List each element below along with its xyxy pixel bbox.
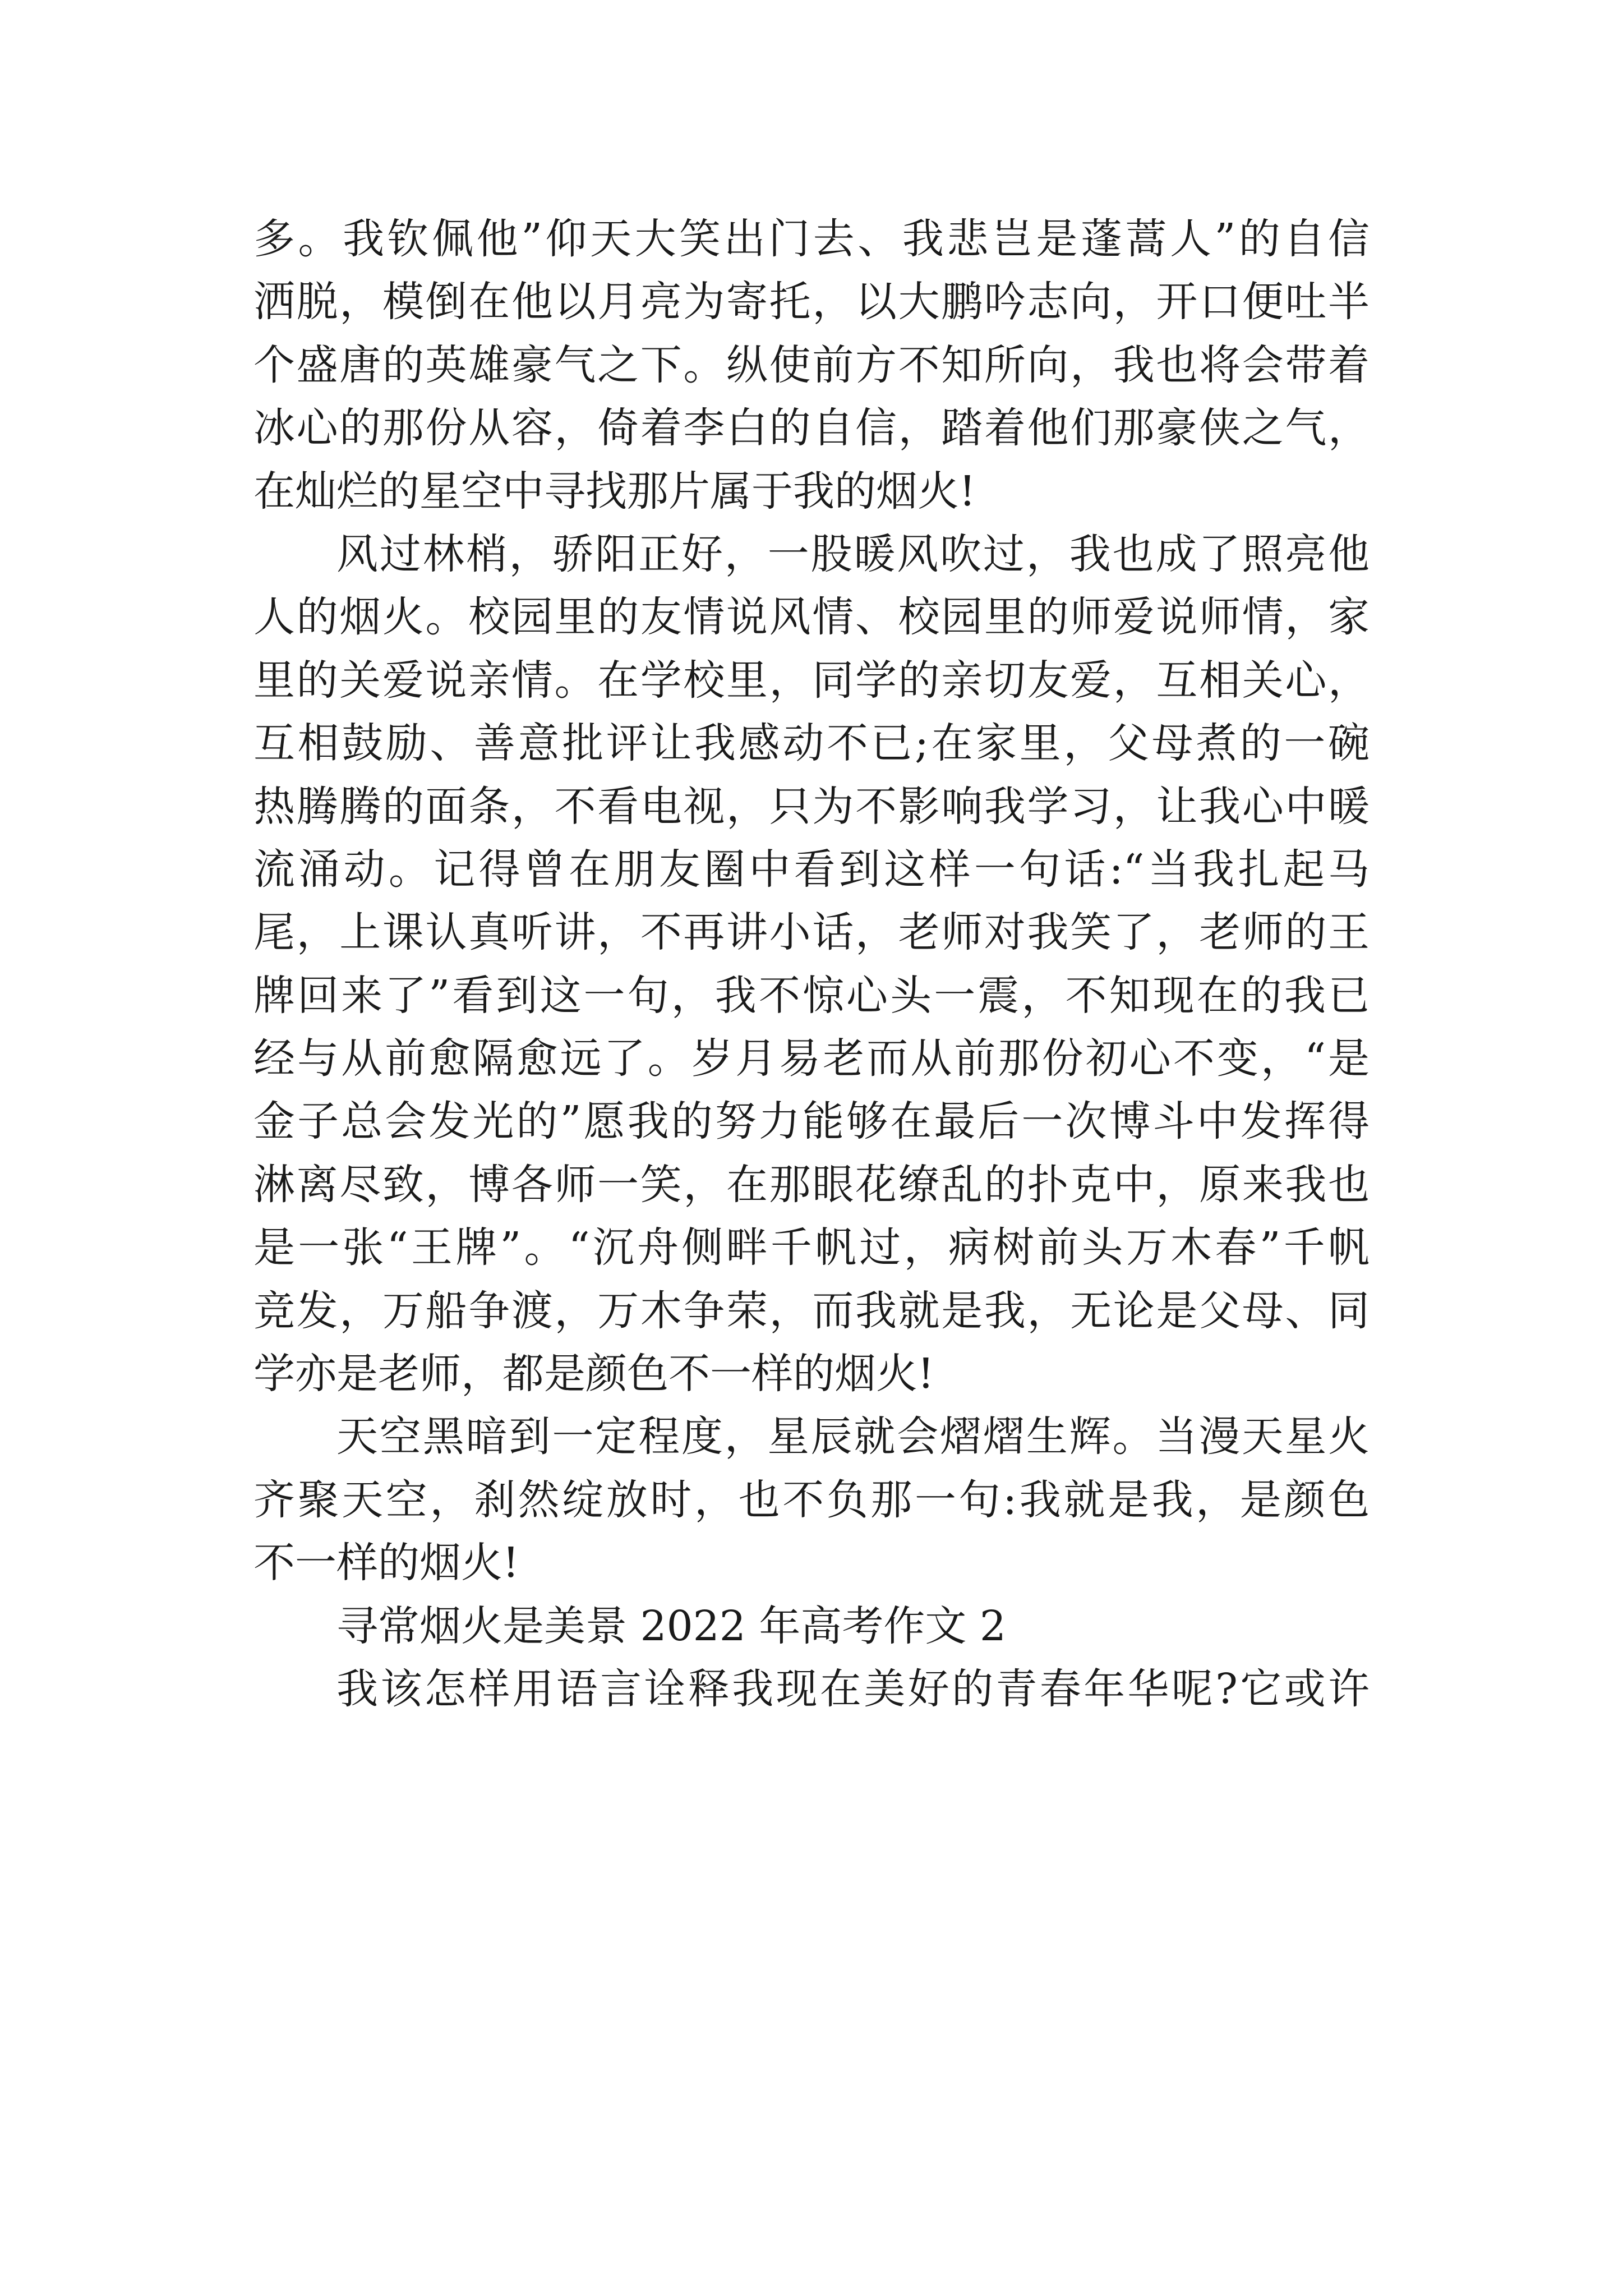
- text-line: 尾，上课认真听讲，不再讲小话，老师对我笑了，老师的王: [253, 908, 1370, 957]
- essay-body: [253, 208, 1370, 1720]
- text-line: 金子总会发光的”愿我的努力能够在最后一次博斗中发挥得: [253, 1097, 1370, 1146]
- text-line: 经与从前愈隔愈远了。岁月易老而从前那份初心不变，“是: [253, 1034, 1370, 1083]
- text-line: 洒脱，模倒在他以月亮为寄托，以大鹏吟志向，开口便吐半: [253, 278, 1370, 326]
- text-line: 热腾腾的面条，不看电视，只为不影响我学习，让我心中暖: [253, 782, 1370, 831]
- text-line: 是一张“王牌”。“沉舟侧畔千帆过，病树前头万木春”千帆: [253, 1223, 1370, 1272]
- text-line: 寻常烟火是美景 2022 年高考作文 2: [336, 1602, 1006, 1650]
- text-line: 天空黑暗到一定程度，星辰就会熠熠生辉。当漫天星火: [336, 1412, 1370, 1461]
- text-line: 互相鼓励、善意批评让我感动不已;在家里，父母煮的一碗: [253, 719, 1370, 768]
- text-line: 我该怎样用语言诠释我现在美好的青春年华呢?它或许: [336, 1664, 1370, 1713]
- text-line: 淋离尽致，博各师一笑，在那眼花缭乱的扑克中，原来我也: [253, 1160, 1370, 1209]
- text-line: 风过林梢，骄阳正好，一股暖风吹过，我也成了照亮他: [336, 530, 1370, 578]
- text-line: 齐聚天空，刹然绽放时，也不负那一句:我就是我，是颜色: [253, 1475, 1370, 1524]
- text-line: 牌回来了”看到这一句，我不惊心头一震，不知现在的我已: [253, 971, 1370, 1020]
- text-line: 竞发，万船争渡，万木争荣，而我就是我，无论是父母、同: [253, 1286, 1370, 1335]
- text-line: 在灿烂的星空中寻找那片属于我的烟火!: [253, 467, 976, 516]
- text-line: 个盛唐的英雄豪气之下。纵使前方不知所向，我也将会带着: [253, 341, 1370, 389]
- text-line: 多。我钦佩他”仰天大笑出门去、我悲岂是蓬蒿人”的自信: [253, 215, 1370, 263]
- text-line: 学亦是老师，都是颜色不一样的烟火!: [253, 1350, 934, 1398]
- text-line: 人的烟火。校园里的友情说风情、校园里的师爱说师情，家: [253, 593, 1370, 642]
- text-line: 流涌动。记得曾在朋友圈中看到这样一句话:“当我扎起马: [253, 845, 1370, 894]
- text-line: 里的关爱说亲情。在学校里，同学的亲切友爱，互相关心，: [253, 656, 1370, 705]
- text-line: 冰心的那份从容，倚着李白的自信，踏着他们那豪侠之气，: [253, 404, 1370, 453]
- text-line: 不一样的烟火!: [253, 1539, 519, 1588]
